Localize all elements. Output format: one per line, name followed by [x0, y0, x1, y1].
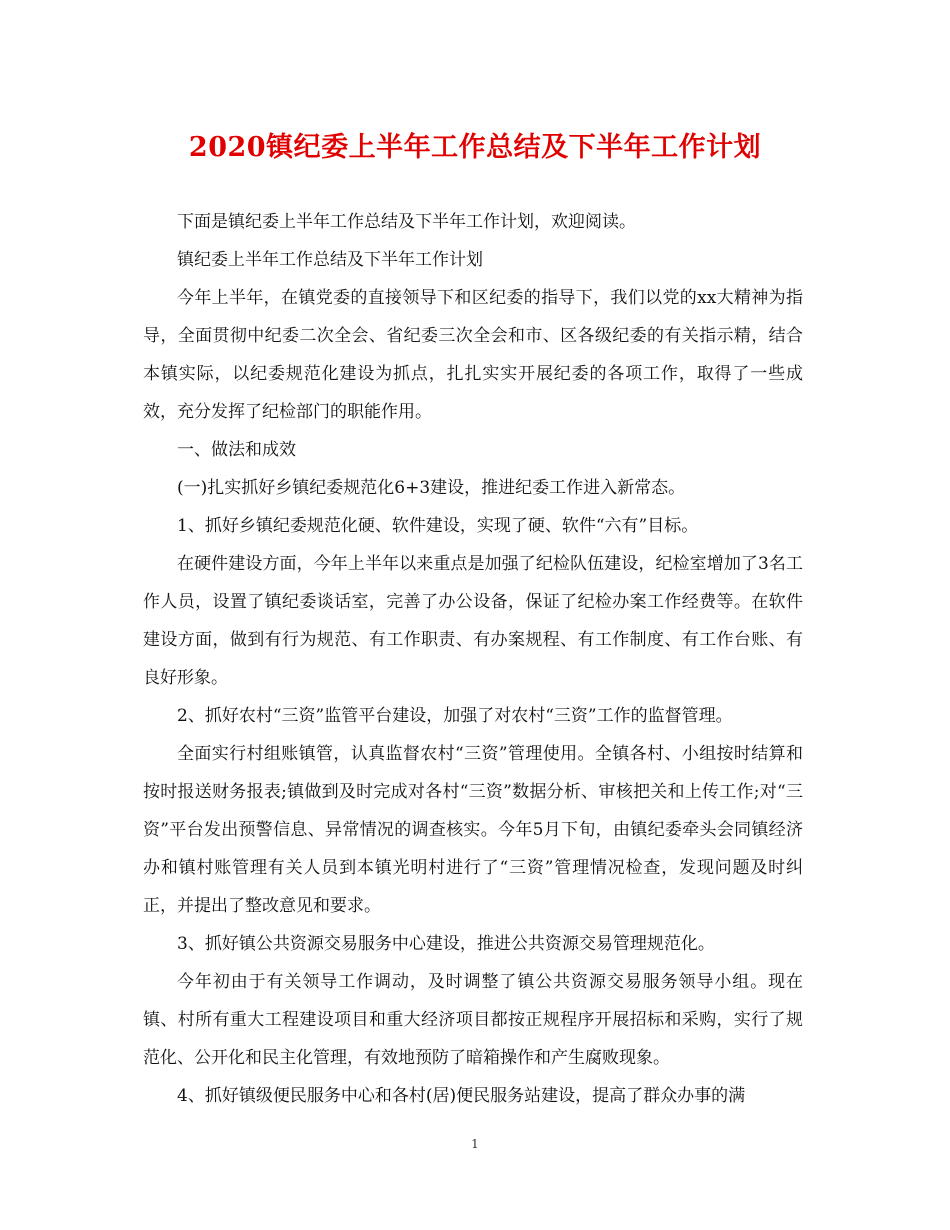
paragraph-subtitle: 镇纪委上半年工作总结及下半年工作计划: [177, 250, 483, 270]
item-heading-4: 4、抓好镇级便民服务中心和各村(居)便民服务站建设，提高了群众办事的满: [177, 1086, 746, 1106]
subsection-heading-standardization: (一)扎实抓好乡镇纪委规范化6+3建设，推进纪委工作进入新常态。: [177, 478, 686, 498]
paragraph-item-3: 今年初由于有关领导工作调动，及时调整了镇公共资源交易服务领导小组。现在镇、村所有重大工程建设项目和重大经济项目都按正规程序开展招标和采购，实行了规范化、公开化和民主化管理，有效地预防了暗箱操作和产生腐败现象。: [143, 972, 803, 1068]
document-title: 2020镇纪委上半年工作总结及下半年工作计划: [188, 132, 762, 163]
item-heading-2: 2、抓好农村“三资”监管平台建设，加强了对农村“三资”工作的监督管理。: [177, 706, 733, 726]
section-heading-methods: 一、做法和成效: [177, 440, 296, 460]
item-heading-3: 3、抓好镇公共资源交易服务中心建设，推进公共资源交易管理规范化。: [177, 934, 715, 954]
paragraph-item-2: 全面实行村组账镇管，认真监督农村“三资”管理使用。全镇各村、小组按时结算和按时报送财务报表;镇做到及时完成对各村“三资”数据分析、审核把关和上传工作;对“三资”平台发出预警信息、异常情况的调查核实。今年5月下旬，由镇纪委牵头会同镇经济办和镇村账管理有关人员到本镇光明村进行了“三资”管理情况检查，发现问题及时纠正，并提出了整改意见和要求。: [143, 744, 803, 916]
paragraph-item-1: 在硬件建设方面，今年上半年以来重点是加强了纪检队伍建设，纪检室增加了3名工作人员，设置了镇纪委谈话室，完善了办公设备，保证了纪检办案工作经费等。在软件建设方面，做到有行为规范、有工作职责、有办案规程、有工作制度、有工作台账、有良好形象。: [143, 554, 803, 688]
paragraph-overview: 今年上半年，在镇党委的直接领导下和区纪委的指导下，我们以党的xx大精神为指导，全面贯彻中纪委二次全会、省纪委三次全会和市、区各级纪委的有关指示精，结合本镇实际，以纪委规范化建设为抓点，扎扎实实开展纪委的各项工作，取得了一些成效，充分发挥了纪检部门的职能作用。: [143, 288, 803, 422]
item-heading-1: 1、抓好乡镇纪委规范化硬、软件建设，实现了硬、软件“六有”目标。: [177, 516, 699, 536]
document-body: [143, 203, 803, 1115]
page-number: 1: [471, 1137, 479, 1151]
paragraph-intro: 下面是镇纪委上半年工作总结及下半年工作计划，欢迎阅读。: [177, 212, 636, 232]
